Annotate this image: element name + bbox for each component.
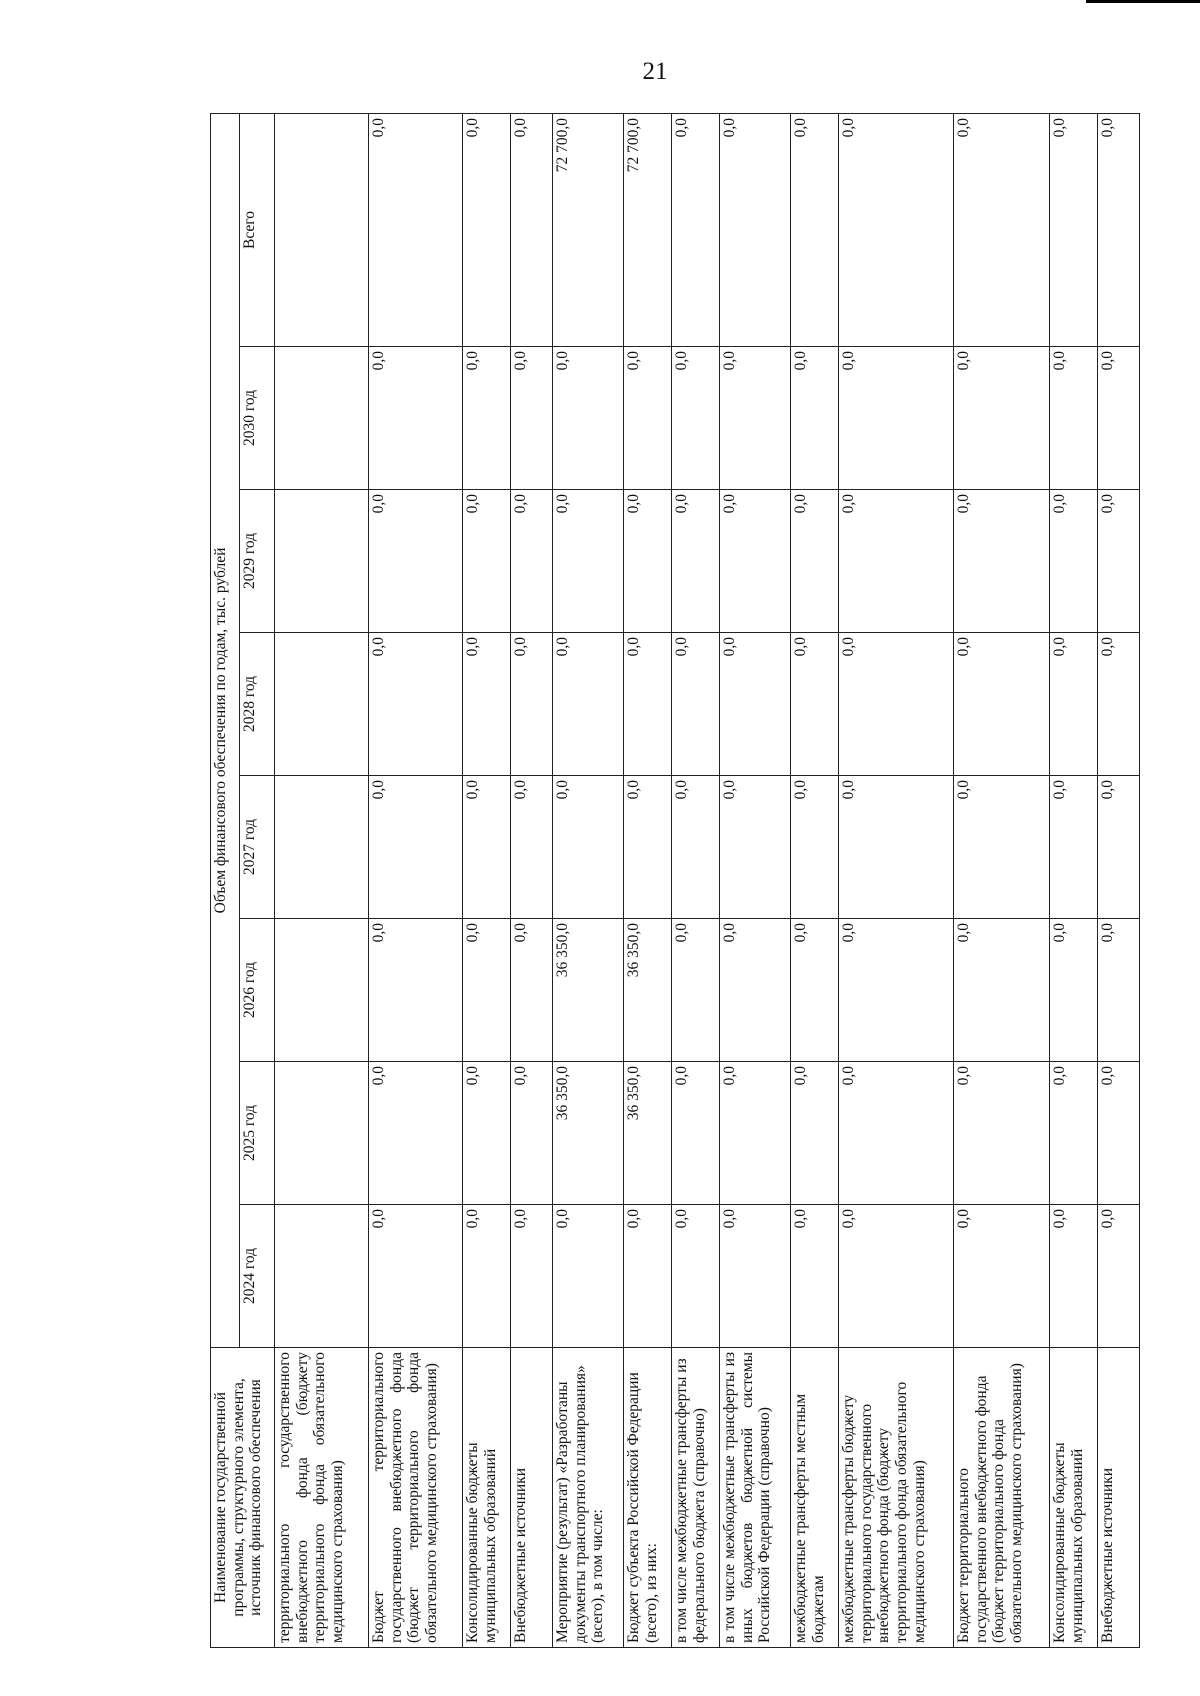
cell-2030: 0,0 bbox=[839, 347, 954, 490]
cell-2025: 0,0 bbox=[463, 1062, 511, 1205]
cell-2029: 0,0 bbox=[552, 490, 623, 633]
cell-2028: 0,0 bbox=[719, 633, 790, 776]
cell-2026: 0,0 bbox=[953, 919, 1049, 1062]
header-name-column: Наименование государственной программы, структурного элемента, источник финансового обеспечения bbox=[211, 1348, 275, 1648]
cell-2026: 0,0 bbox=[463, 919, 511, 1062]
cell-2027: 0,0 bbox=[791, 776, 839, 919]
cell-2029: 0,0 bbox=[791, 490, 839, 633]
cell-2030: 0,0 bbox=[1050, 347, 1098, 490]
cell-2030: 0,0 bbox=[671, 347, 719, 490]
cell-total: 0,0 bbox=[1050, 114, 1098, 347]
header-year-2028: 2028 год bbox=[240, 633, 275, 776]
row-name: Бюджет территориального государственного внебюджетного фонда (бюджет территориального фонда обязательного медицинского страхования) bbox=[369, 1348, 463, 1648]
cell-2028: 0,0 bbox=[839, 633, 954, 776]
cell-2026: 0,0 bbox=[511, 919, 553, 1062]
cell-2024: 0,0 bbox=[369, 1205, 463, 1348]
cell-2027: 0,0 bbox=[1050, 776, 1098, 919]
cell-total: 0,0 bbox=[463, 114, 511, 347]
cell-2030: 0,0 bbox=[953, 347, 1049, 490]
cell-total: 0,0 bbox=[791, 114, 839, 347]
cell-2026: 36 350,0 bbox=[552, 919, 623, 1062]
row-name: межбюджетные трансферты местным бюджетам bbox=[791, 1348, 839, 1648]
header-year-2029: 2029 год bbox=[240, 490, 275, 633]
cell-total: 0,0 bbox=[1098, 114, 1140, 347]
cell-2026: 0,0 bbox=[719, 919, 790, 1062]
cell-2024: 0,0 bbox=[1098, 1205, 1140, 1348]
cell-2027: 0,0 bbox=[463, 776, 511, 919]
cell-2024: 0,0 bbox=[1050, 1205, 1098, 1348]
cell-2025: 0,0 bbox=[791, 1062, 839, 1205]
cell-2030: 0,0 bbox=[511, 347, 553, 490]
cell-2027: 0,0 bbox=[623, 776, 671, 919]
cell-total: 0,0 bbox=[511, 114, 553, 347]
row-name: Консолидированные бюджеты муниципальных образований bbox=[1050, 1348, 1098, 1648]
row-name: в том числе межбюджетные трансферты из иных бюджетов бюджетной системы Российской Федерации (справочно) bbox=[719, 1348, 790, 1648]
cell-2029: 0,0 bbox=[1050, 490, 1098, 633]
table-row bbox=[1050, 114, 1098, 1648]
header-year-2025: 2025 год bbox=[240, 1062, 275, 1205]
header-year-2027: 2027 год bbox=[240, 776, 275, 919]
cell-2024: 0,0 bbox=[791, 1205, 839, 1348]
cell-2028: 0,0 bbox=[369, 633, 463, 776]
table-row bbox=[953, 114, 1049, 1648]
cell-2029: 0,0 bbox=[623, 490, 671, 633]
table-row bbox=[671, 114, 719, 1648]
cell-2024: 0,0 bbox=[552, 1205, 623, 1348]
cell-2024: 0,0 bbox=[953, 1205, 1049, 1348]
row-name: Бюджет территориального государственного внебюджетного фонда (бюджет территориального фонда обязательного медицинского страхования) bbox=[953, 1348, 1049, 1648]
header-year-2026: 2026 год bbox=[240, 919, 275, 1062]
cell-2030: 0,0 bbox=[623, 347, 671, 490]
cell-2025: 36 350,0 bbox=[623, 1062, 671, 1205]
row-name: в том числе межбюджетные трансферты из федерального бюджета (справочно) bbox=[671, 1348, 719, 1648]
cell-2029 bbox=[275, 490, 369, 633]
cell-total: 0,0 bbox=[369, 114, 463, 347]
cell-2029: 0,0 bbox=[1098, 490, 1140, 633]
cell-2025: 0,0 bbox=[671, 1062, 719, 1205]
cell-2025: 0,0 bbox=[719, 1062, 790, 1205]
row-name: Бюджет субъекта Российской Федерации (всего), из них: bbox=[623, 1348, 671, 1648]
cell-total bbox=[275, 114, 369, 347]
header-funding-group: Объем финансового обеспечения по годам, тыс. рублей bbox=[211, 114, 240, 1348]
cell-2028: 0,0 bbox=[623, 633, 671, 776]
cell-2028: 0,0 bbox=[953, 633, 1049, 776]
cell-total: 0,0 bbox=[839, 114, 954, 347]
cell-2028: 0,0 bbox=[671, 633, 719, 776]
cell-2027: 0,0 bbox=[369, 776, 463, 919]
cell-2029: 0,0 bbox=[463, 490, 511, 633]
cell-2025: 0,0 bbox=[953, 1062, 1049, 1205]
cell-2027: 0,0 bbox=[671, 776, 719, 919]
cell-2026: 0,0 bbox=[1098, 919, 1140, 1062]
header-row-group bbox=[211, 114, 240, 1648]
cell-2027: 0,0 bbox=[552, 776, 623, 919]
cell-2024: 0,0 bbox=[463, 1205, 511, 1348]
row-name: территориального государственного внебюджетного фонда (бюджету территориального фонда обязательного медицинского страхования) bbox=[275, 1348, 369, 1648]
cell-2026: 0,0 bbox=[791, 919, 839, 1062]
table-row bbox=[719, 114, 790, 1648]
cell-2030: 0,0 bbox=[369, 347, 463, 490]
cell-2029: 0,0 bbox=[953, 490, 1049, 633]
table-row bbox=[511, 114, 553, 1648]
cell-2028: 0,0 bbox=[791, 633, 839, 776]
cell-2025: 0,0 bbox=[369, 1062, 463, 1205]
cell-2025: 0,0 bbox=[511, 1062, 553, 1205]
cell-2029: 0,0 bbox=[839, 490, 954, 633]
cell-2025: 36 350,0 bbox=[552, 1062, 623, 1205]
table-row bbox=[463, 114, 511, 1648]
table-row bbox=[275, 114, 369, 1648]
cell-2025: 0,0 bbox=[839, 1062, 954, 1205]
cell-2030 bbox=[275, 347, 369, 490]
header-year-2030: 2030 год bbox=[240, 347, 275, 490]
cell-2027: 0,0 bbox=[719, 776, 790, 919]
cell-2027: 0,0 bbox=[511, 776, 553, 919]
header-year-2024: 2024 год bbox=[240, 1205, 275, 1348]
row-name: Мероприятие (результат) «Разработаны документы транспортного планирования» (всего), в том числе: bbox=[552, 1348, 623, 1648]
table-row bbox=[839, 114, 954, 1648]
cell-total: 0,0 bbox=[719, 114, 790, 347]
cell-total: 72 700,0 bbox=[623, 114, 671, 347]
cell-2029: 0,0 bbox=[369, 490, 463, 633]
row-name: межбюджетные трансферты бюджету территориального государственного внебюджетного фонда (бюджету территориального фонда обязательного медицинского страхования) bbox=[839, 1348, 954, 1648]
cell-total: 72 700,0 bbox=[552, 114, 623, 347]
cell-2024: 0,0 bbox=[839, 1205, 954, 1348]
table-row bbox=[791, 114, 839, 1648]
cell-2026 bbox=[275, 919, 369, 1062]
cell-2027: 0,0 bbox=[839, 776, 954, 919]
top-edge-rule bbox=[1086, 0, 1200, 3]
cell-2024: 0,0 bbox=[719, 1205, 790, 1348]
cell-2030: 0,0 bbox=[719, 347, 790, 490]
cell-2024: 0,0 bbox=[623, 1205, 671, 1348]
cell-2030: 0,0 bbox=[791, 347, 839, 490]
row-name: Внебюджетные источники bbox=[1098, 1348, 1140, 1648]
row-name: Консолидированные бюджеты муниципальных образований bbox=[463, 1348, 511, 1648]
rotated-table-container bbox=[210, 114, 1140, 1648]
header-total: Всего bbox=[240, 114, 275, 347]
cell-2025 bbox=[275, 1062, 369, 1205]
table-row bbox=[552, 114, 623, 1648]
budget-table bbox=[210, 113, 1140, 1648]
cell-2028: 0,0 bbox=[1050, 633, 1098, 776]
cell-2027 bbox=[275, 776, 369, 919]
cell-2027: 0,0 bbox=[1098, 776, 1140, 919]
cell-2026: 0,0 bbox=[671, 919, 719, 1062]
cell-2029: 0,0 bbox=[719, 490, 790, 633]
cell-2028: 0,0 bbox=[552, 633, 623, 776]
cell-2029: 0,0 bbox=[671, 490, 719, 633]
cell-2024: 0,0 bbox=[671, 1205, 719, 1348]
cell-2025: 0,0 bbox=[1050, 1062, 1098, 1205]
row-name: Внебюджетные источники bbox=[511, 1348, 553, 1648]
cell-2029: 0,0 bbox=[511, 490, 553, 633]
table-row bbox=[1098, 114, 1140, 1648]
cell-2028: 0,0 bbox=[1098, 633, 1140, 776]
cell-2030: 0,0 bbox=[1098, 347, 1140, 490]
table-row bbox=[623, 114, 671, 1648]
cell-2030: 0,0 bbox=[463, 347, 511, 490]
cell-total: 0,0 bbox=[953, 114, 1049, 347]
cell-2028: 0,0 bbox=[463, 633, 511, 776]
cell-2028 bbox=[275, 633, 369, 776]
cell-2028: 0,0 bbox=[511, 633, 553, 776]
cell-2024 bbox=[275, 1205, 369, 1348]
cell-total: 0,0 bbox=[671, 114, 719, 347]
cell-2026: 0,0 bbox=[839, 919, 954, 1062]
cell-2027: 0,0 bbox=[953, 776, 1049, 919]
cell-2026: 36 350,0 bbox=[623, 919, 671, 1062]
table-row bbox=[369, 114, 463, 1648]
cell-2030: 0,0 bbox=[552, 347, 623, 490]
cell-2024: 0,0 bbox=[511, 1205, 553, 1348]
cell-2026: 0,0 bbox=[1050, 919, 1098, 1062]
page-number: 21 bbox=[642, 58, 668, 85]
cell-2025: 0,0 bbox=[1098, 1062, 1140, 1205]
cell-2026: 0,0 bbox=[369, 919, 463, 1062]
